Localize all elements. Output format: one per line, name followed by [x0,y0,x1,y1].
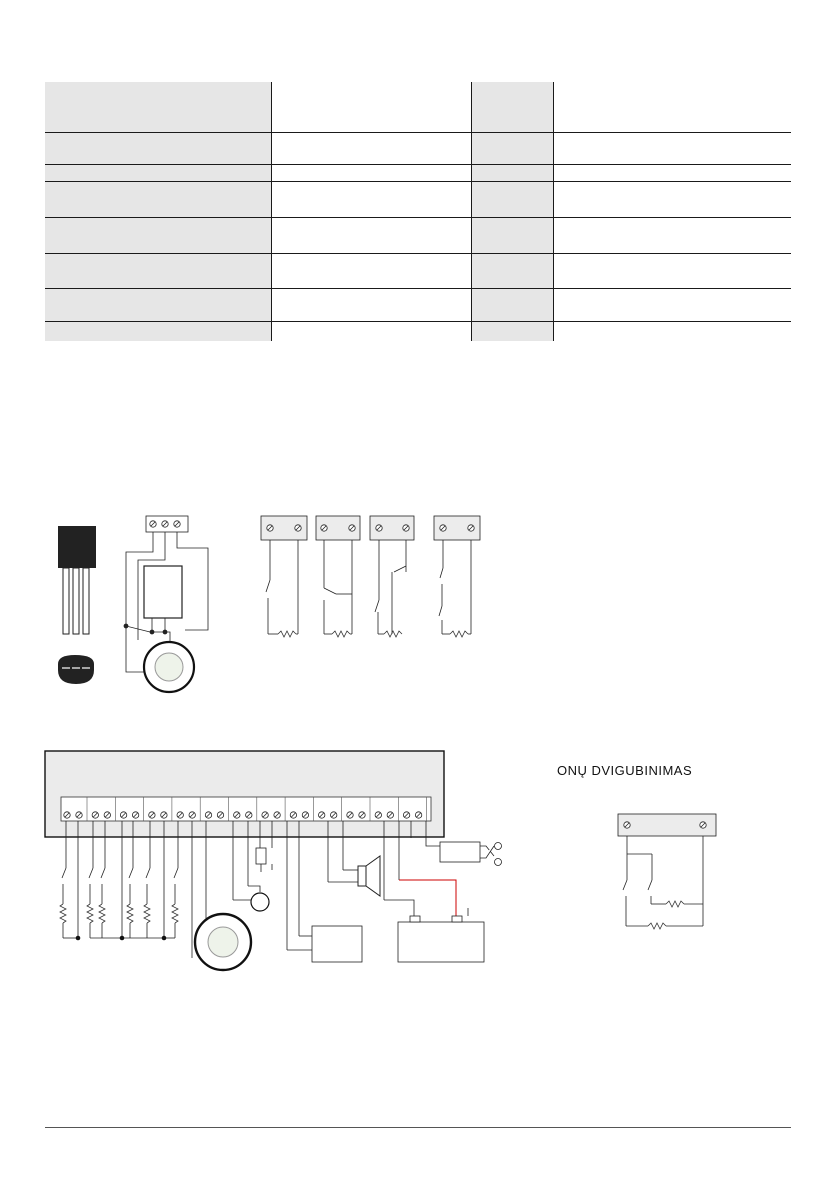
lamp-icon [251,893,269,911]
terminal-screw [205,812,211,818]
battery-wire [399,880,456,918]
siren-icon [144,642,194,692]
transformer-icon [312,926,362,962]
terminal-screw [319,812,325,818]
terminal-screw [415,812,421,818]
zone-doubling-heading: ONŲ DVIGUBINIMAS [557,763,693,778]
siren-icon [195,914,251,970]
terminal-screw [375,812,381,818]
terminal-screw [149,812,155,818]
terminal-screw [347,812,353,818]
terminal-screw [217,812,223,818]
terminal-screw [189,812,195,818]
zone-wiring-examples [261,516,480,637]
terminal-screw [403,812,409,818]
relay-icon [440,842,502,866]
terminal-screw [177,812,183,818]
terminal-screw [359,812,365,818]
terminal-screw [262,812,268,818]
terminal-screw [104,812,110,818]
terminal-screw [120,812,126,818]
speaker-icon [358,856,380,896]
zone-doubling-diagram [618,814,716,929]
terminal-screw [274,812,280,818]
terminal-screw [302,812,308,818]
terminal-screw [76,812,82,818]
terminal-screw [246,812,252,818]
wire-junction [162,936,167,941]
terminal-screw [331,812,337,818]
temperature-sensor-icon [58,526,96,684]
terminal-screw [64,812,70,818]
terminal-screw [290,812,296,818]
footer-rule [45,1127,791,1128]
terminal-screw [234,812,240,818]
terminal-screw [387,812,393,818]
battery-icon [398,908,484,962]
terminal-screw [132,812,138,818]
wire-junction [120,936,125,941]
terminal-screw [161,812,167,818]
wire-junction [76,936,81,941]
terminal-screw [92,812,98,818]
